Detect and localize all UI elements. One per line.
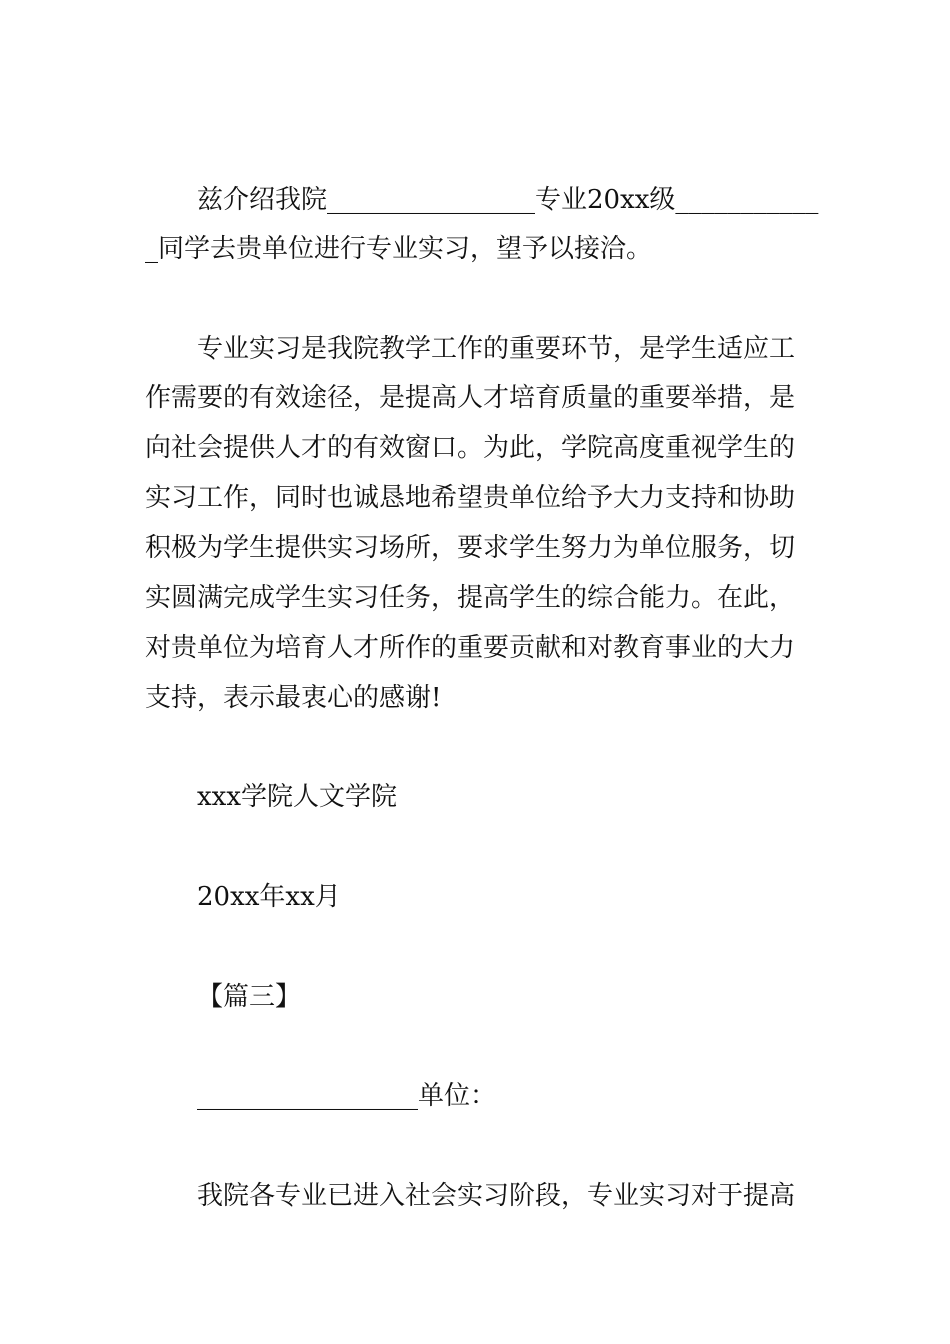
paragraph-2-line-1: 专业实习是我院教学工作的重要环节，是学生适应工 [197,334,796,364]
section-heading: 【篇三】 [197,982,302,1012]
date: 20xx年xx月 [197,882,341,912]
paragraph-2-line-8: 支持，表示最衷心的感谢! [145,683,442,713]
paragraph-2-line-4: 实习工作，同时也诚恳地希望贵单位给予大力支持和协助 [145,483,796,513]
paragraph-2-line-2: 作需要的有效途径，是提高人才培育质量的重要举措，是 [145,383,796,413]
salutation: _________________单位： [197,1081,497,1111]
paragraph-2-line-5: 积极为学生提供实习场所，要求学生努力为单位服务，切 [145,533,796,563]
paragraph-2-line-7: 对贵单位为培育人才所作的重要贡献和对教育事业的大力 [145,633,796,663]
paragraph-2-line-6: 实圆满完成学生实习任务，提高学生的综合能力。在此， [145,583,796,613]
paragraph-1-line-2: _同学去贵单位进行专业实习，望予以接洽。 [145,234,653,264]
signature: xxx学院人文学院 [197,782,397,812]
paragraph-1-line-1: 兹介绍我院________________专业20xx级___________ [197,185,819,215]
paragraph-2-line-3: 向社会提供人才的有效窗口。为此，学院高度重视学生的 [145,433,796,463]
paragraph-3-line-1: 我院各专业已进入社会实习阶段，专业实习对于提高 [197,1181,796,1211]
